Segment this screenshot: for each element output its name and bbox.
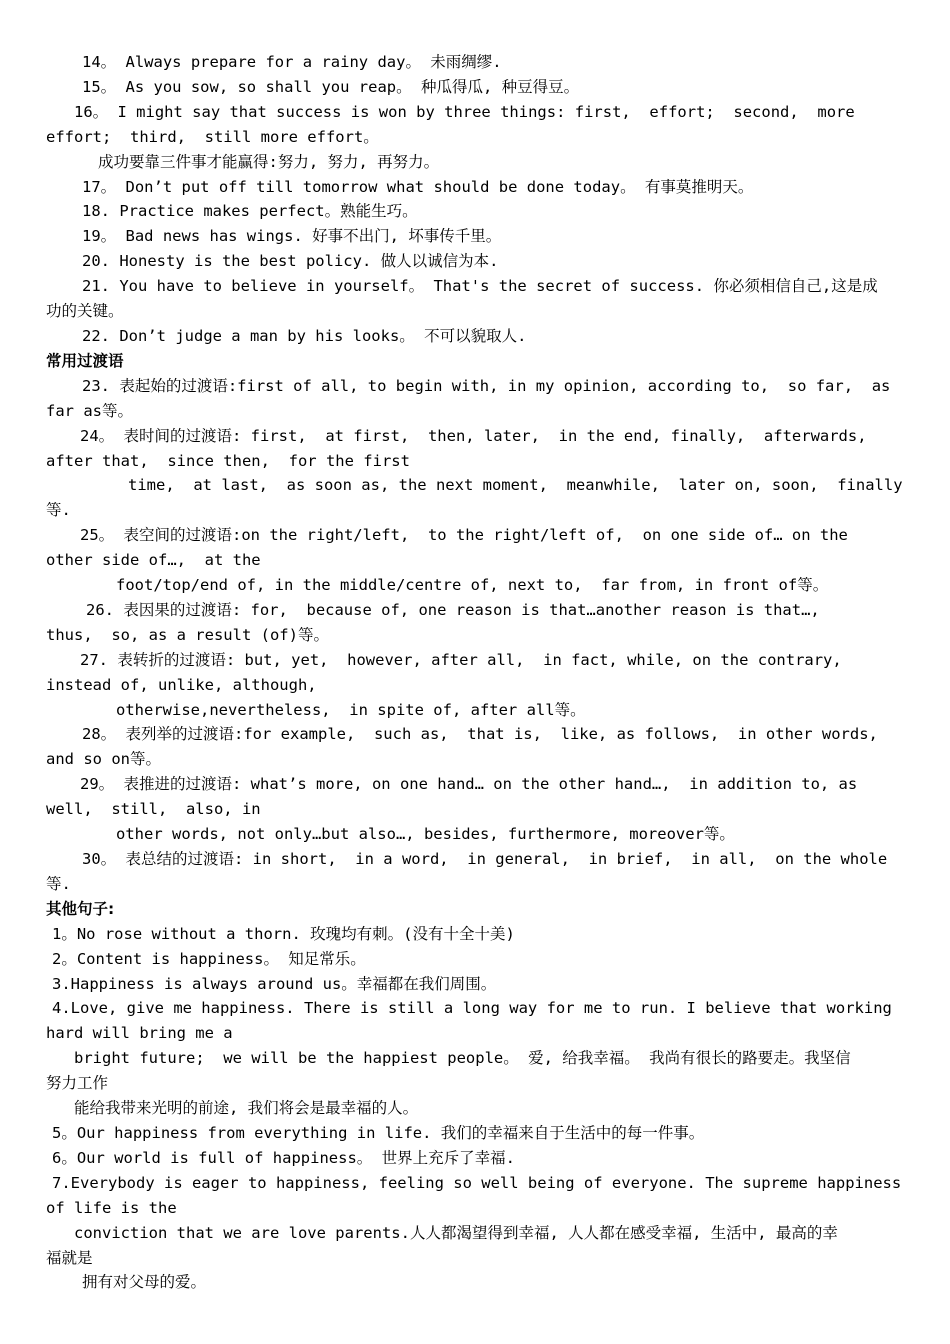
transition-29-continued: well, still, also, in <box>46 800 261 819</box>
transition-30: 30。 表总结的过渡语: in short, in a word, in general, in brief, in all, on the whole <box>82 850 888 868</box>
sentence-7-continued: of life is the <box>46 1198 177 1217</box>
transition-23-continued: far as等。 <box>46 401 133 420</box>
transition-24-continued: after that, since then, for the first <box>46 451 410 470</box>
sentence-2: 2。Content is happiness。 知足常乐。 <box>52 949 366 968</box>
transition-27-continued: instead of, unlike, although, <box>46 675 317 694</box>
sentence-7-continued-2: conviction that we are love parents.人人都渴望得到幸福, 人人都在感受幸福, 生活中, 最高的幸 <box>74 1223 838 1242</box>
document-page <box>46 50 904 1295</box>
transition-28: 28。 表列举的过渡语:for example, such as, that is, like, as follows, in other words, <box>82 725 878 744</box>
proverb-15: 15。 As you sow, so shall you reap。 种瓜得瓜, 种豆得豆。 <box>82 77 580 96</box>
sentence-1: 1。No rose without a thorn. 玫瑰均有刺。(没有十全十美) <box>52 924 515 943</box>
sentence-4: 4.Love, give me happiness. There is still a long way for me to run. I believe that working <box>52 999 892 1018</box>
proverb-17: 17。 Don’t put off till tomorrow what should be done today。 有事莫推明天。 <box>82 177 754 196</box>
sentence-6: 6。Our world is full of happiness。 世界上充斥了幸福. <box>52 1148 515 1167</box>
sentence-7-continued-3: 福就是 <box>46 1248 93 1267</box>
transition-29-continued-2: other words, not only…but also…, besides, furthermore, moreover等。 <box>116 825 735 844</box>
transition-27-continued-2: otherwise,nevertheless, in spite of, after all等。 <box>116 700 586 719</box>
sentence-3: 3.Happiness is always around us。幸福都在我们周围。 <box>52 974 497 993</box>
proverb-20: 20. Honesty is the best policy. 做人以诚信为本. <box>82 252 499 271</box>
sentence-7: 7.Everybody is eager to happiness, feeling so well being of everyone. The supreme happiness <box>52 1173 902 1192</box>
section-heading-other-sentences: 其他句子: <box>46 899 115 918</box>
transition-29: 29。 表推进的过渡语: what’s more, on one hand… on the other hand…, in addition to, as <box>80 775 858 794</box>
transition-27: 27. 表转折的过渡语: but, yet, however, after all, in fact, while, on the contrary, <box>80 650 842 669</box>
transition-25: 25。 表空间的过渡语:on the right/left, to the right/left of, on one side of… on the <box>80 526 848 545</box>
sentence-4-continued-3: 努力工作 <box>46 1074 109 1093</box>
proverb-14: 14。 Always prepare for a rainy day。 未雨绸缪. <box>82 53 502 71</box>
proverb-22: 22. Don’t judge a man by his looks。 不可以貌取人. <box>82 326 527 345</box>
sentence-4-continued: hard will bring me a <box>46 1024 233 1043</box>
proverb-21: 21. You have to believe in yourself。 That's the secret of success. 你必须相信自己,这是成 <box>82 277 878 296</box>
transition-24: 24。 表时间的过渡语: first, at first, then, later, in the end, finally, afterwards, <box>80 426 867 445</box>
proverb-16: 16。 I might say that success is won by three things: first, effort; second, more <box>74 102 855 121</box>
sentence-4-continued-2: bright future; we will be the happiest people。 爱, 给我幸福。 我尚有很长的路要走。我坚信 <box>74 1049 851 1068</box>
transition-24-continued-3: 等. <box>46 501 71 520</box>
transition-23: 23. 表起始的过渡语:first of all, to begin with, in my opinion, according to, so far, as <box>82 376 891 395</box>
sentence-7-continued-4: 拥有对父母的爱。 <box>82 1273 207 1292</box>
proverb-21-continued: 功的关键。 <box>46 302 124 321</box>
proverb-16-continued: effort; third, still more effort。 <box>46 127 379 146</box>
transition-26-continued: thus, so, as a result (of)等。 <box>46 625 329 644</box>
transition-26: 26. 表因果的过渡语: for, because of, one reason is that…another reason is that…, <box>86 600 820 619</box>
transition-24-continued-2: time, at last, as soon as, the next moment, meanwhile, later on, soon, finally <box>128 476 903 495</box>
proverb-18: 18. Practice makes perfect。熟能生巧。 <box>82 202 418 221</box>
transition-25-continued: other side of…, at the <box>46 551 261 570</box>
transition-28-continued: and so on等。 <box>46 750 161 769</box>
section-heading-transitions: 常用过渡语 <box>46 351 124 370</box>
proverb-16-translation: 成功要靠三件事才能赢得:努力, 努力, 再努力。 <box>98 152 440 171</box>
sentence-5: 5。Our happiness from everything in life. 我们的幸福来自于生活中的每一件事。 <box>52 1123 705 1142</box>
transition-25-continued-2: foot/top/end of, in the middle/centre of, next to, far from, in front of等。 <box>116 576 829 595</box>
transition-30-continued: 等. <box>46 874 71 893</box>
sentence-4-continued-4: 能给我带来光明的前途, 我们将会是最幸福的人。 <box>74 1099 419 1118</box>
proverb-19: 19。 Bad news has wings. 好事不出门, 坏事传千里。 <box>82 227 502 246</box>
